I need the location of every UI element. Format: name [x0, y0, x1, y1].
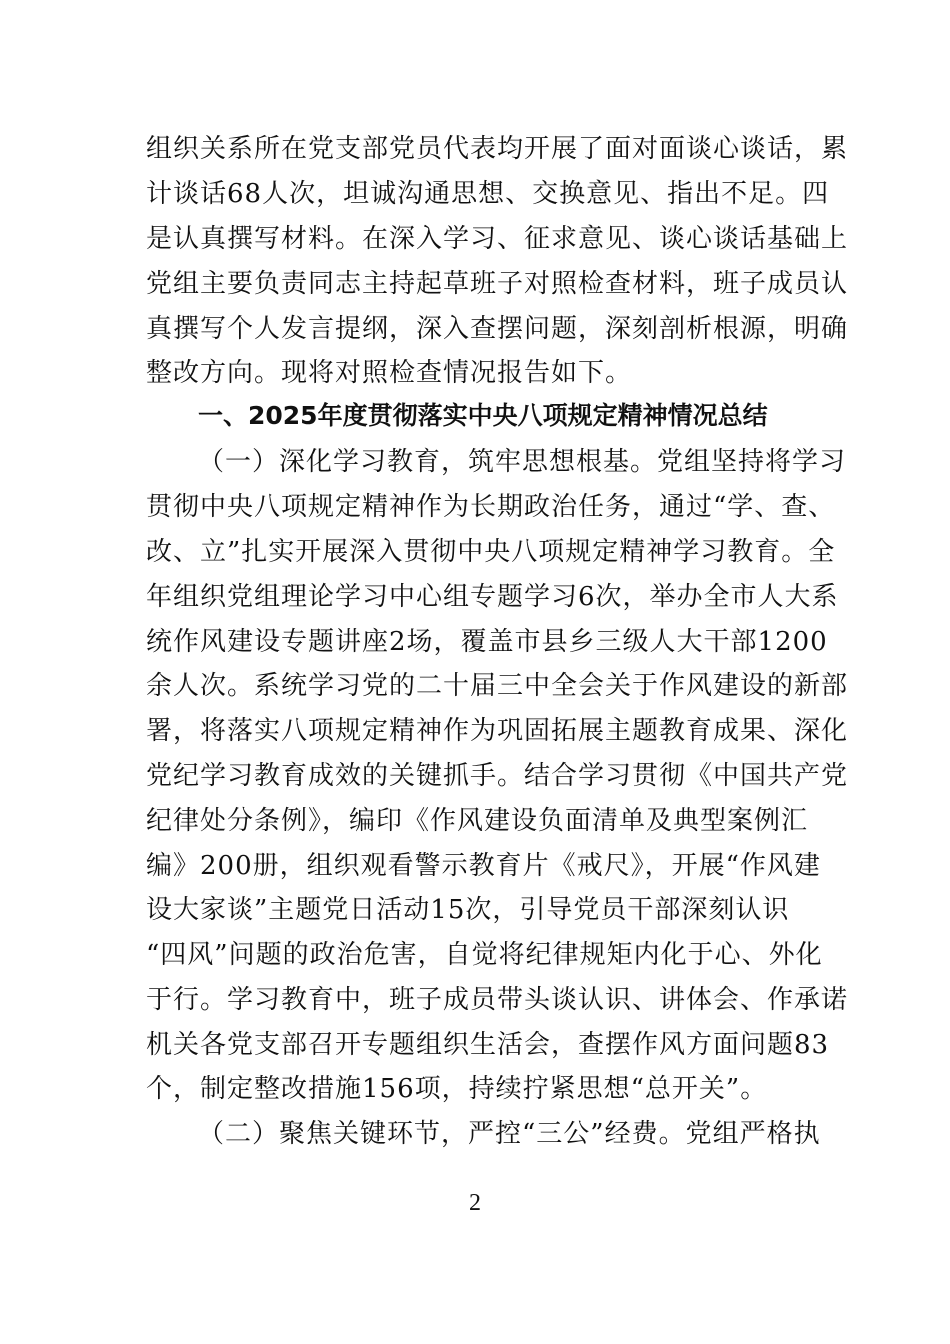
body-text-line: 年组织党组理论学习中心组专题学习6次，举办全市人大系: [146, 582, 839, 612]
body-text-line: 编》200册，组织观看警示教育片《戒尺》，开展“作风建: [146, 851, 821, 881]
body-text-line: 余人次。系统学习党的二十届三中全会关于作风建设的新部: [146, 671, 849, 701]
body-text-line: 个，制定整改措施156项，持续拧紧思想“总开关”。: [146, 1074, 768, 1104]
body-text-line: 党纪学习教育成效的关键抓手。结合学习贯彻《中国共产党: [146, 761, 849, 791]
paragraph-first-line: （一）深化学习教育，筑牢思想根基。党组坚持将学习: [198, 447, 847, 477]
body-text-line: 贯彻中央八项规定精神作为长期政治任务，通过“学、查、: [146, 492, 836, 522]
body-text-line: 设大家谈”主题党日活动15次，引导党员干部深刻认识: [146, 895, 790, 925]
body-text-line: 真撰写个人发言提纲，深入查摆问题，深刻剖析根源，明确: [146, 314, 849, 344]
body-text-line: 机关各党支部召开专题组织生活会，查摆作风方面问题83: [146, 1030, 830, 1060]
body-text-line: 组织关系所在党支部党员代表均开展了面对面谈心谈话，累: [146, 134, 849, 164]
body-text-line: 改、立”扎实开展深入贯彻中央八项规定精神学习教育。全: [146, 537, 836, 567]
section-heading: 一、2025年度贯彻落实中央八项规定精神情况总结: [198, 401, 768, 430]
body-text-line: 统作风建设专题讲座2场，覆盖市县乡三级人大干部1200: [146, 627, 828, 657]
body-text-line: 纪律处分条例》，编印《作风建设负面清单及典型案例汇: [146, 806, 809, 836]
body-text-line: 党组主要负责同志主持起草班子对照检查材料，班子成员认: [146, 269, 849, 299]
body-text-line: 整改方向。现将对照检查情况报告如下。: [146, 358, 633, 388]
body-text-line: 于行。学习教育中，班子成员带头谈认识、讲体会、作承诺: [146, 985, 849, 1015]
body-text-line: 计谈话68人次，坦诚沟通思想、交换意见、指出不足。四: [146, 179, 830, 209]
body-text-line: “四风”问题的政治危害，自觉将纪律规矩内化于心、外化: [146, 940, 823, 970]
paragraph-first-line: （二）聚焦关键环节，严控“三公”经费。党组严格执: [198, 1119, 821, 1149]
body-text-line: 是认真撰写材料。在深入学习、征求意见、谈心谈话基础上: [146, 224, 849, 254]
body-text-line: 署，将落实八项规定精神作为巩固拓展主题教育成果、深化: [146, 716, 849, 746]
page-number: 2: [469, 1190, 481, 1216]
